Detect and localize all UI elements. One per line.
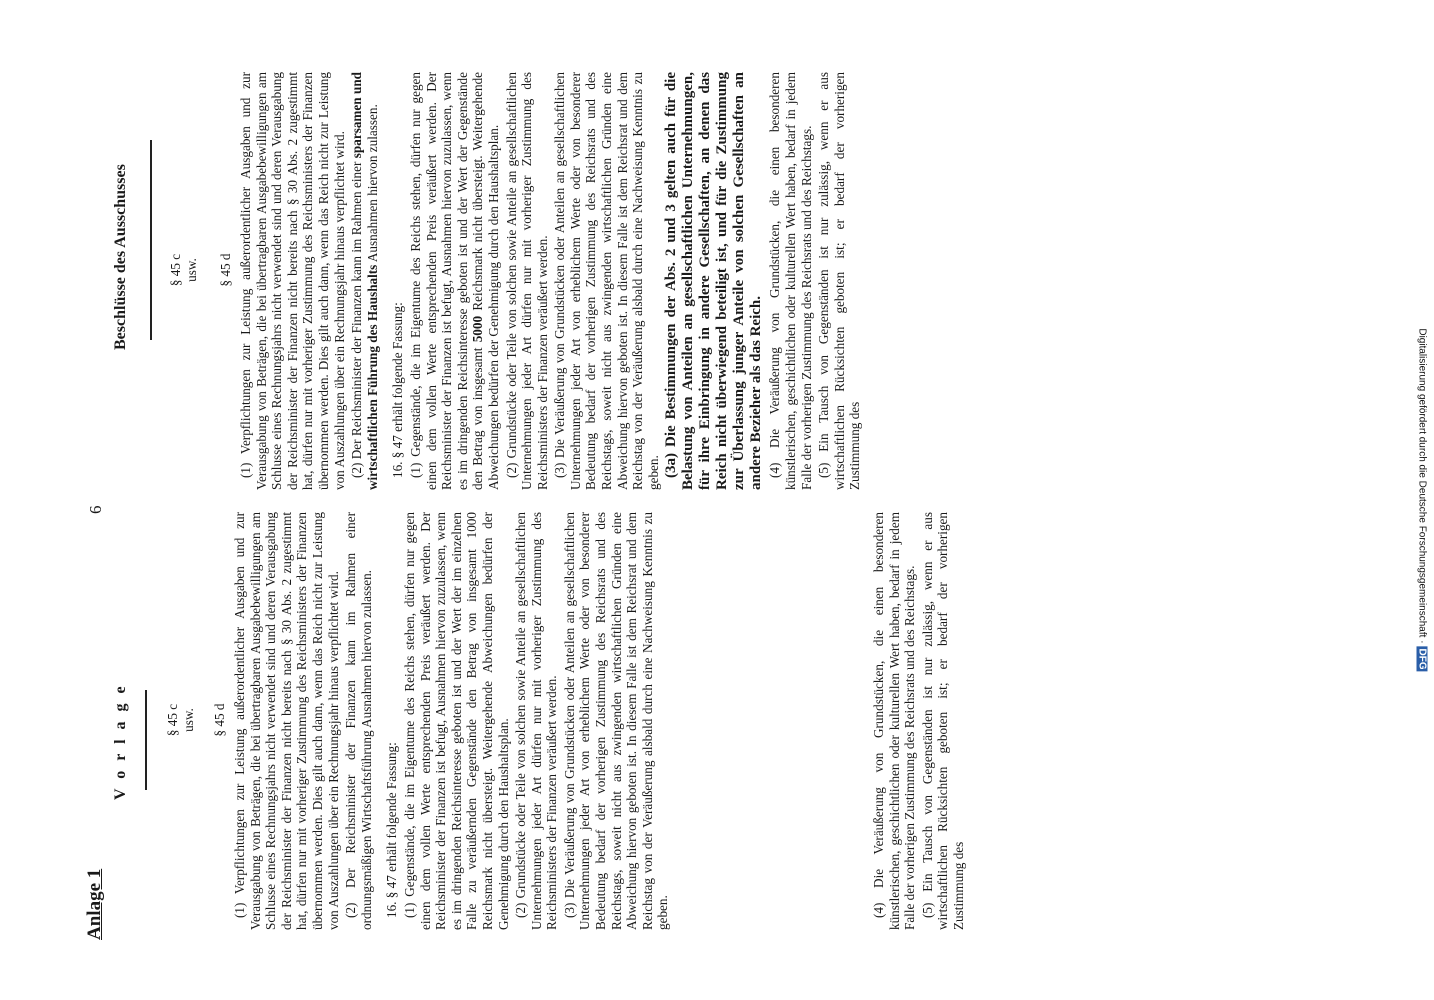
- right-para-16-3: (3) Die Veräußerung von Grundstücken oder Anteilen an gesellschaftlichen Unternehmungen jeder Art von erheblichem Werte oder von besonderer Bedeutung bedarf der vorherigen Zustimmung des Reichsrats und des Reichstags, soweit nicht aus zwingenden wirtschaftlichen Gründen eine Abweichung hiervon geboten ist. In diesem Falle ist dem Reichsrat und dem Reichstag von der Veräußerung alsbald durch eine Nachweisung Kenntnis zu geben.: [552, 72, 661, 490]
- left-para-1: (1) Verpflichtungen zur Leistung außerordentlicher Ausgaben und zur Verausgabung von Beträgen, die bei übertragbaren Ausgabebewilligungen am Schlusse eines Rechnungsjahrs nicht verwendet sind und deren Verausgabung der Reichsminister der Finanzen nicht bereits nach § 30 Abs. 2 zugestimmt hat, dürfen nur mit vorheriger Zustimmung des Reichsministers der Finanzen übernommen werden. Dies gilt auch dann, wenn das Reich nicht zur Leistung von Auszahlungen über ein Rechnungsjahr hinaus verpflichtet wird.: [232, 512, 341, 930]
- right-para-16-2: (2) Grundstücke oder Teile von solchen sowie Anteile an gesellschaftlichen Unternehmungen jeder Art dürfen nur mit vorheriger Zustimmung des Reichsministers der Finanzen veräußert werden.: [503, 72, 550, 490]
- right-para-16-4: (4) Die Veräußerung von Grundstücken, die einen besonderen künstlerischen, geschichtlichen oder kulturellen Wert haben, bedarf in jedem Falle der vorherigen Zustimmung des Reichsrats und des Reichstags.: [767, 72, 814, 490]
- left-45c-label: § 45 c: [165, 703, 180, 737]
- right-para-16-1: [408, 72, 502, 490]
- left-title: V o r l a g e: [112, 683, 129, 800]
- right-45d-label: § 45 d: [218, 253, 233, 287]
- right-para-16-1-b: Reichsmark nicht übersteigt. Weitergehende Abweichungen bedürfen der Genehmigung durch den Haushaltsplan.: [470, 71, 501, 490]
- left-para-2: (2) Der Reichsminister der Finanzen kann im Rahmen einer ordnungsmäßigen Wirtschaftsführung Ausnahmen hiervon zulassen.: [343, 512, 374, 930]
- left-para-16-5: (5) Ein Tausch von Gegenständen ist nur zulässig, wenn er aus wirtschaftlichen Rücksichten geboten ist; er bedarf der vorherigen Zustimmung des: [919, 512, 966, 930]
- right-45c-label: § 45 c: [168, 253, 183, 287]
- right-para-2: [349, 72, 380, 490]
- right-title: Beschlüsse des Ausschusses: [112, 164, 129, 350]
- left-section-45c: [165, 620, 196, 820]
- left-para-16-3: (3) Die Veräußerung von Grundstücken oder Anteilen an gesellschaftlichen Unternehmungen jeder Art von erheblichem Werte oder von besonderer Bedeutung bedarf der vorherigen Zustimmung des Reichsrats und des Reichstags, soweit nicht aus zwingenden wirtschaftlichen Gründen eine Abweichung hiervon geboten ist. In diesem Falle ist dem Reichsrat und dem Reichstag von der Veräußerung alsbald durch eine Nachweisung Kenntnis zu geben.: [561, 512, 671, 930]
- dfg-badge: DFG: [1416, 648, 1428, 670]
- left-45c-usw: usw.: [180, 708, 196, 732]
- left-45d-label: § 45 d: [212, 703, 227, 737]
- right-para-1: (1) Verpflichtungen zur Leistung außerordentlicher Ausgaben und zur Verausgabung von Beträgen, die bei übertragbaren Ausgabebewilligungen am Schlusse eines Rechnungsjahrs nicht verwendet sind und deren Verausgabung der Reichsminister der Finanzen nicht bereits nach § 30 Abs. 2 zugestimmt hat, dürfen nur mit vorheriger Zustimmung des Reichsministers der Finanzen übernommen werden. Dies gilt auch dann, wenn das Reich nicht zur Leistung von Auszahlungen über ein Rechnungsjahr hinaus verpflichtet wird.: [238, 72, 347, 490]
- page-number: 6: [86, 505, 105, 514]
- right-para-16-1-bold: 5000: [470, 315, 486, 343]
- right-para-16-1-a: (1) Gegenstände, die im Eigentume des Reichs stehen, dürfen nur gegen einen dem vollen Werte entsprechenden Preis veräußert werden. Der Reichsminister der Finanzen ist befugt, Ausnahmen hiervon zuzulassen, wenn es im dringenden Reichsinteresse geboten ist und der Wert der Gegenstände den Betrag von insgesamt: [407, 72, 486, 490]
- left-column-text: [232, 512, 969, 930]
- left-para-16-1: (1) Gegenstände, die im Eigentume des Reichs stehen, dürfen nur gegen einen dem vollen Werte entsprechenden Preis veräußert werden. Der Reichsminister der Finanzen ist befugt, Ausnahmen hiervon zuzulassen, wenn es im dringenden Reichsinteresse geboten ist und der Wert der im einzelnen Falle zu veräußernden Gegenstände den Betrag von insgesamt 1000 Reichsmark nicht übersteigt. Weitergehende Abweichungen bedürfen der Genehmigung durch den Haushaltsplan.: [401, 512, 511, 930]
- right-para-2-b: Ausnahmen hiervon zulassen.: [364, 104, 380, 263]
- stamp-text: Digitalisierung gefördert durch die Deutsche Forschungsgemeinschaft ·: [1416, 328, 1428, 644]
- left-para-16-2: (2) Grundstücke oder Teile von solchen sowie Anteile an gesellschaftlichen Unternehmungen jeder Art dürfen nur mit vorheriger Zustimmung des Reichsministers der Finanzen veräußert werden.: [513, 512, 560, 930]
- left-para-16-4: (4) Die Veräußerung von Grundstücken, die einen besonderen künstlerischen, geschichtlichen oder kulturellen Wert haben, bedarf in jedem Falle der vorherigen Zustimmung des Reichsrats und des Reichstags.: [871, 512, 918, 930]
- right-para-3a: (3a) Die Bestimmungen der Abs. 2 und 3 gelten auch für die Belastung von Anteilen an gesellschaftlichen Unternehmungen, für ihre Einbringung in andere Gesellschaften, an denen das Reich nicht überwiegend beteiligt ist, und für die Zustimmung zur Überlassung junger Anteile von solchen Gesellschaften an andere Bezieher als das Reich.: [663, 72, 765, 490]
- anlage-label: Anlage 1: [84, 868, 105, 940]
- right-section-45c: [168, 170, 199, 370]
- right-para-16-5: (5) Ein Tausch von Gegenständen ist nur zulässig, wenn er aus wirtschaftlichen Rücksichten geboten ist; er bedarf der vorherigen Zustimmung des: [816, 72, 863, 490]
- right-para-2-a: (2) Der Reichsminister der Finanzen kann im Rahmen einer: [349, 161, 365, 478]
- left-para-16: 16. § 47 erhält folgende Fassung:: [384, 742, 400, 918]
- left-title-rule: [145, 690, 147, 790]
- right-column-text: [238, 72, 865, 490]
- right-45c-usw: usw.: [183, 258, 199, 282]
- right-title-rule: [150, 140, 152, 340]
- right-para-2-bold: sparsamen und wirtschaftlichen Führung des Haushalts: [349, 72, 380, 490]
- right-para-16: 16. § 47 erhält folgende Fassung:: [390, 302, 406, 478]
